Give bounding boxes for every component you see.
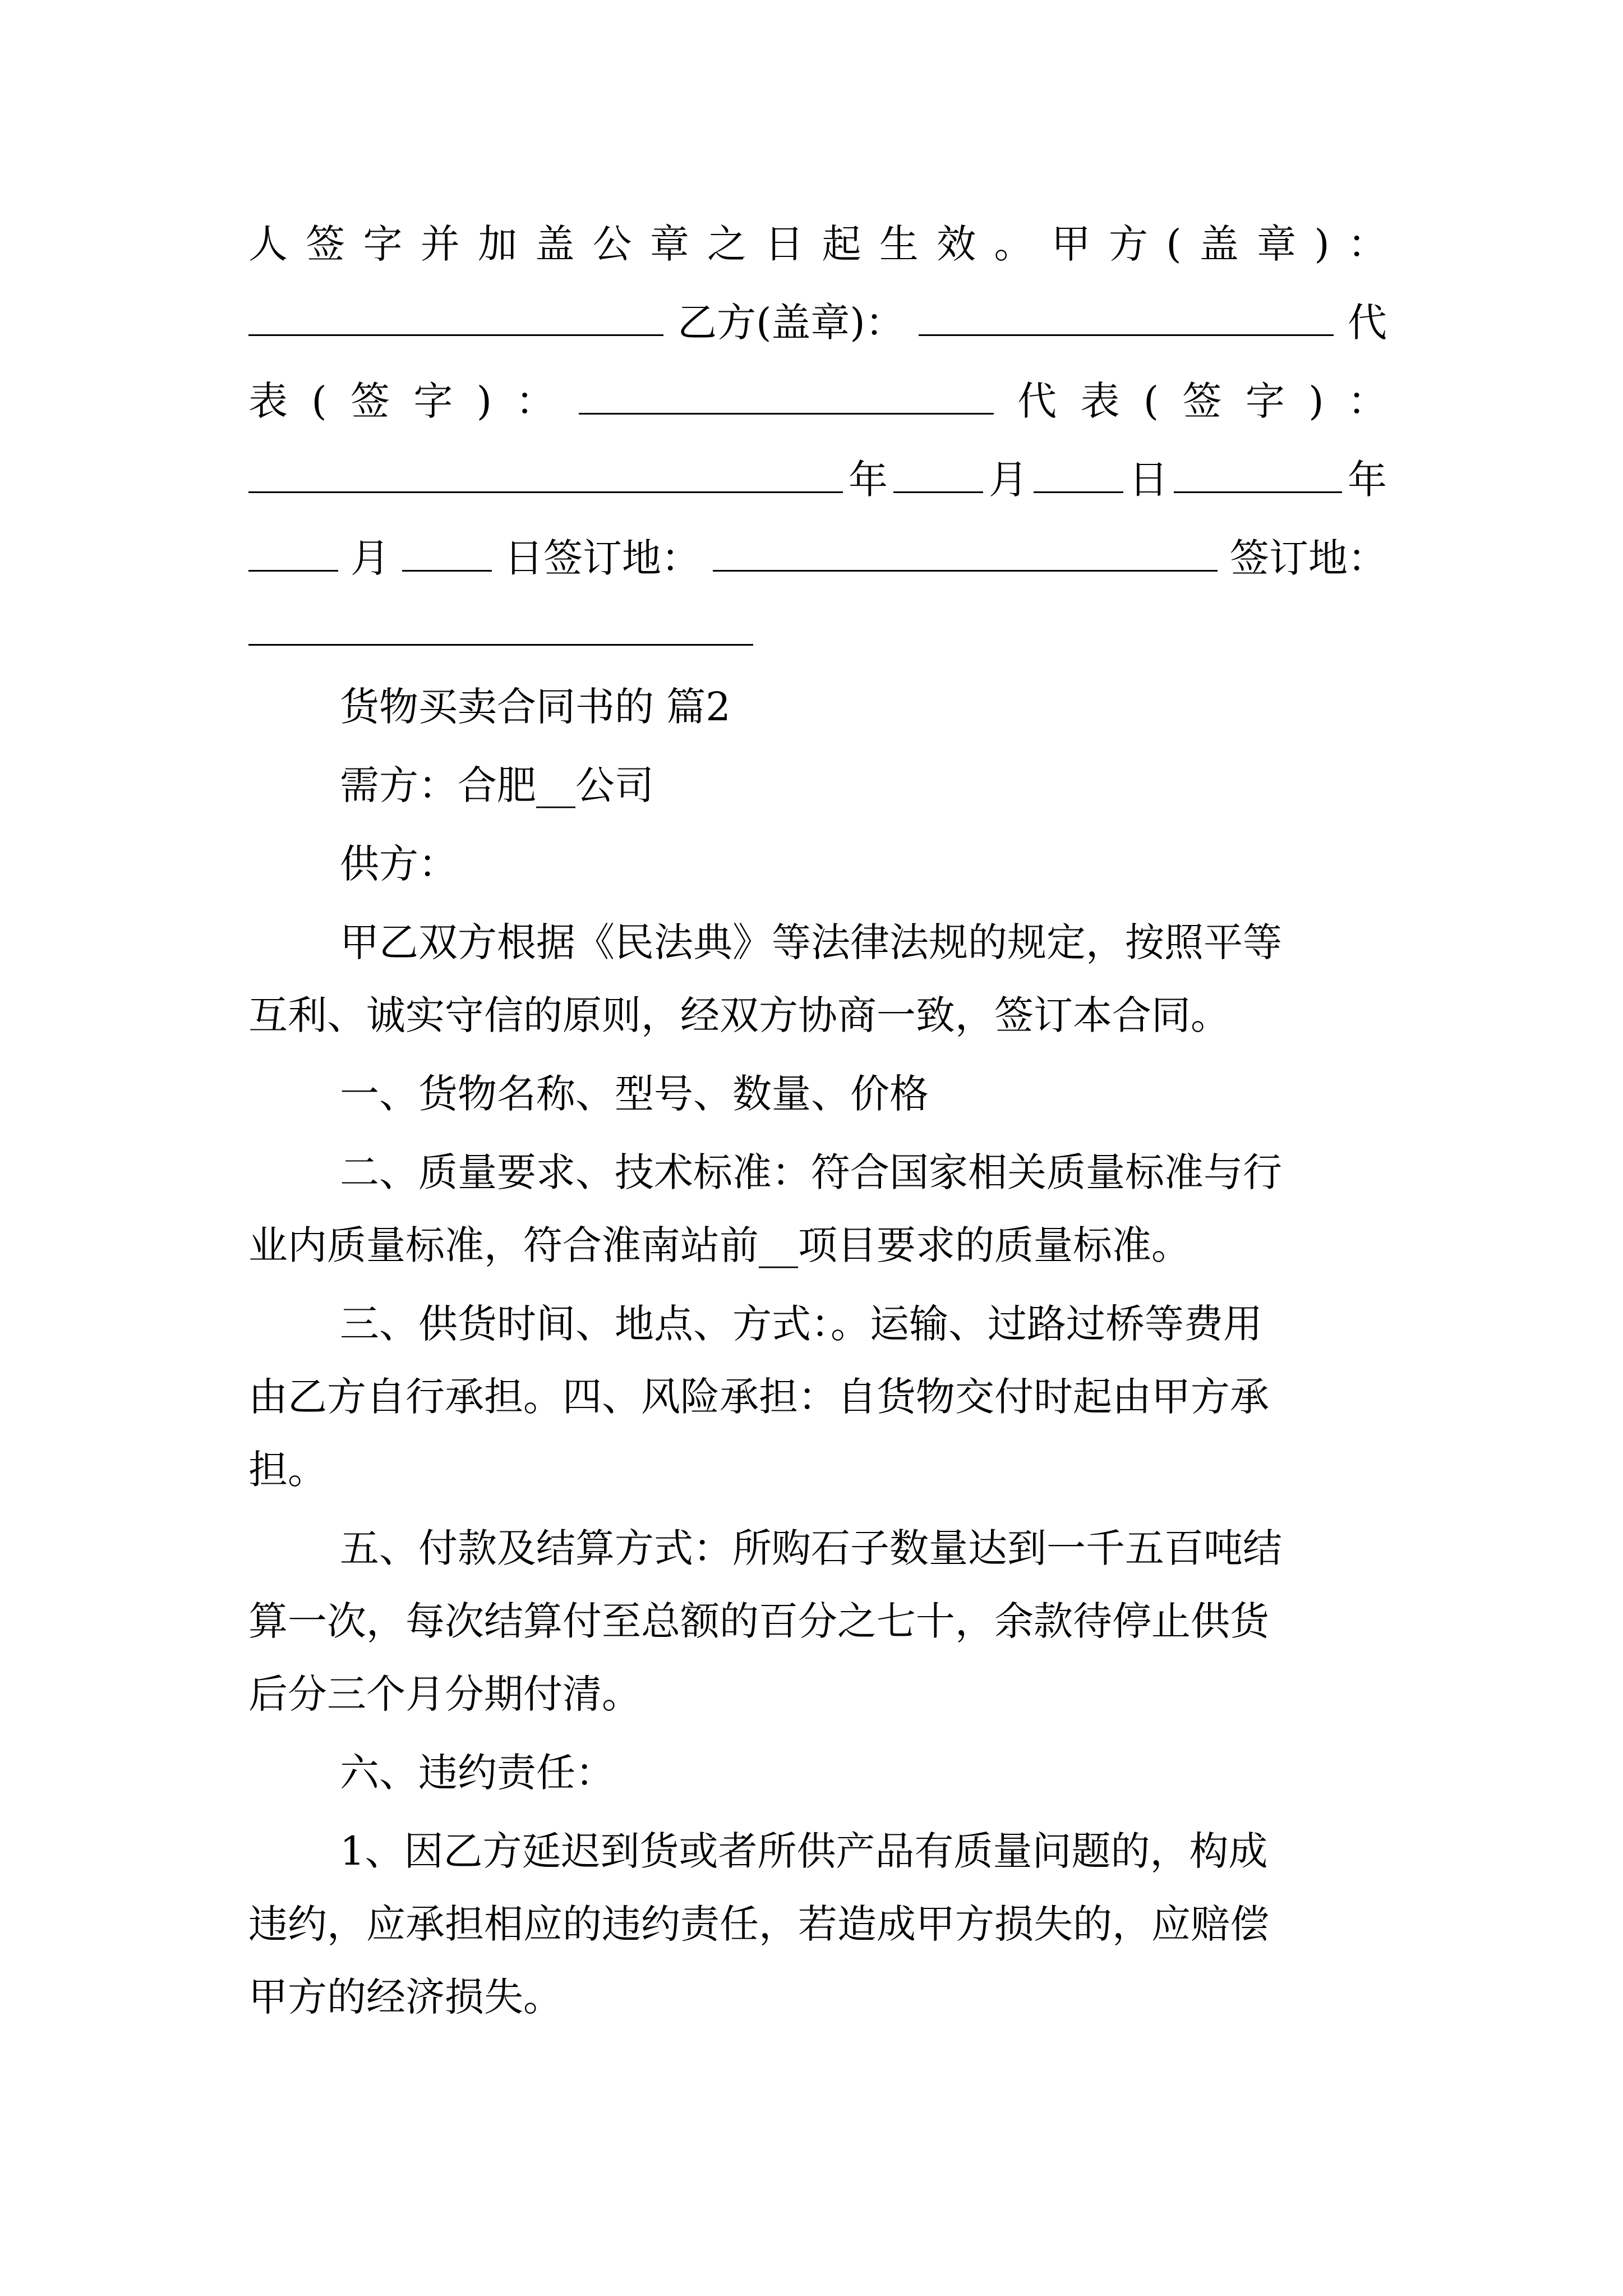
- sig-char: ): [476, 378, 492, 424]
- sig-char: 加: [478, 221, 518, 267]
- sig-char: 签: [351, 378, 390, 424]
- sig-char: 起: [822, 221, 861, 267]
- fill-in-blank: [893, 457, 983, 493]
- fill-in-blank: [579, 378, 994, 415]
- fill-in-blank: [1034, 457, 1123, 493]
- sig-char: 之: [707, 221, 747, 267]
- clause-6: 六、违约责任：: [340, 1750, 615, 1796]
- sig-char: 代: [1348, 300, 1387, 346]
- paragraph-line: 违约，应承担相应的违约责任，若造成甲方损失的，应赔偿: [248, 1901, 1269, 1947]
- date-month-label: 月: [351, 535, 390, 581]
- sig-char: (: [311, 378, 327, 424]
- clause-5: 五、付款及结算方式：所购石子数量达到一千五百吨结: [340, 1525, 1282, 1571]
- sig-char: ：: [1347, 221, 1387, 267]
- paragraph-line: 后分三个月分期付清。: [248, 1671, 641, 1717]
- fill-in-blank: [402, 535, 492, 572]
- fill-in-blank: [248, 644, 753, 646]
- party-b-seal-label: 乙方(盖章)：: [677, 300, 905, 346]
- sig-char: 签: [306, 221, 345, 267]
- sig-char: 方: [1108, 221, 1148, 267]
- sig-char: 公: [592, 221, 632, 267]
- paragraph-line: 业内质量标准，符合淮南站前__项目要求的质量标准。: [248, 1222, 1191, 1268]
- date-year-label: 年: [849, 457, 888, 503]
- paragraph-line: 算一次，每次结算付至总额的百分之七十，余款待停止供货: [248, 1598, 1269, 1644]
- clause-1: 一、货物名称、型号、数量、价格: [340, 1071, 929, 1117]
- date-month-label: 月: [989, 457, 1028, 503]
- signing-place-label: 日签订地：: [504, 535, 700, 581]
- clause-2: 二、质量要求、技术标准：符合国家相关质量标准与行: [340, 1149, 1282, 1195]
- paragraph-line: 甲方的经济损失。: [248, 1974, 562, 2020]
- date-day-label: 日: [1129, 457, 1168, 503]
- sig-char: ：: [1347, 378, 1387, 424]
- sig-char: 盖: [1199, 221, 1239, 267]
- sig-char: ：: [515, 378, 555, 424]
- fill-in-blank: [248, 535, 338, 572]
- date-year-label: 年: [1348, 457, 1387, 503]
- sig-char: 字: [1245, 378, 1285, 424]
- signature-line-3: [248, 373, 1387, 429]
- signing-place-label: 签订地：: [1230, 535, 1387, 581]
- sig-char: 表: [248, 378, 288, 424]
- paragraph-line: 由乙方自行承担。四、风险承担：自货物交付时起由甲方承: [248, 1374, 1269, 1420]
- sig-char: ): [1308, 378, 1324, 424]
- sig-char: ): [1314, 221, 1330, 267]
- clause-6-1: 1、因乙方延迟到货或者所供产品有质量问题的，构成: [340, 1828, 1268, 1874]
- fill-in-blank: [248, 457, 843, 493]
- sig-char: 字: [363, 221, 403, 267]
- sig-char: 。: [994, 221, 1034, 267]
- signature-date-line-1: [248, 452, 1387, 508]
- signature-line-1: [248, 216, 1387, 272]
- seller-line: 供方：: [340, 841, 458, 887]
- sig-char: 甲: [1051, 221, 1091, 267]
- sig-char: 日: [764, 221, 804, 267]
- clause-3: 三、供货时间、地点、方式：。运输、过路过桥等费用: [340, 1301, 1262, 1347]
- sig-char: 盖: [535, 221, 575, 267]
- sig-char: 效: [937, 221, 976, 267]
- paragraph-line: 互利、诚实守信的原则，经双方协商一致，签订本合同。: [248, 992, 1230, 1038]
- signature-date-line-2: [248, 530, 1387, 586]
- fill-in-blank: [248, 300, 663, 336]
- sig-char: 章: [649, 221, 689, 267]
- sig-char: 并: [420, 221, 460, 267]
- sig-char: 章: [1257, 221, 1297, 267]
- fill-in-blank: [1174, 457, 1342, 493]
- paragraph-line: 甲乙双方根据《民法典》等法律法规的规定，按照平等: [340, 919, 1282, 965]
- fill-in-blank: [713, 535, 1218, 572]
- sig-char: 签: [1182, 378, 1222, 424]
- sig-char: 表: [1080, 378, 1120, 424]
- paragraph-line: 担。: [248, 1447, 327, 1493]
- sig-char: 人: [248, 221, 288, 267]
- buyer-line: 需方：合肥__公司: [340, 762, 654, 808]
- sig-char: 字: [413, 378, 453, 424]
- sig-char: 生: [879, 221, 919, 267]
- sig-char: (: [1166, 221, 1182, 267]
- sig-char: 代: [1017, 378, 1057, 424]
- signature-line-2: [248, 295, 1387, 351]
- fill-in-blank: [919, 300, 1334, 336]
- section-title: 货物买卖合同书的 篇2: [340, 684, 731, 730]
- sig-char: (: [1143, 378, 1159, 424]
